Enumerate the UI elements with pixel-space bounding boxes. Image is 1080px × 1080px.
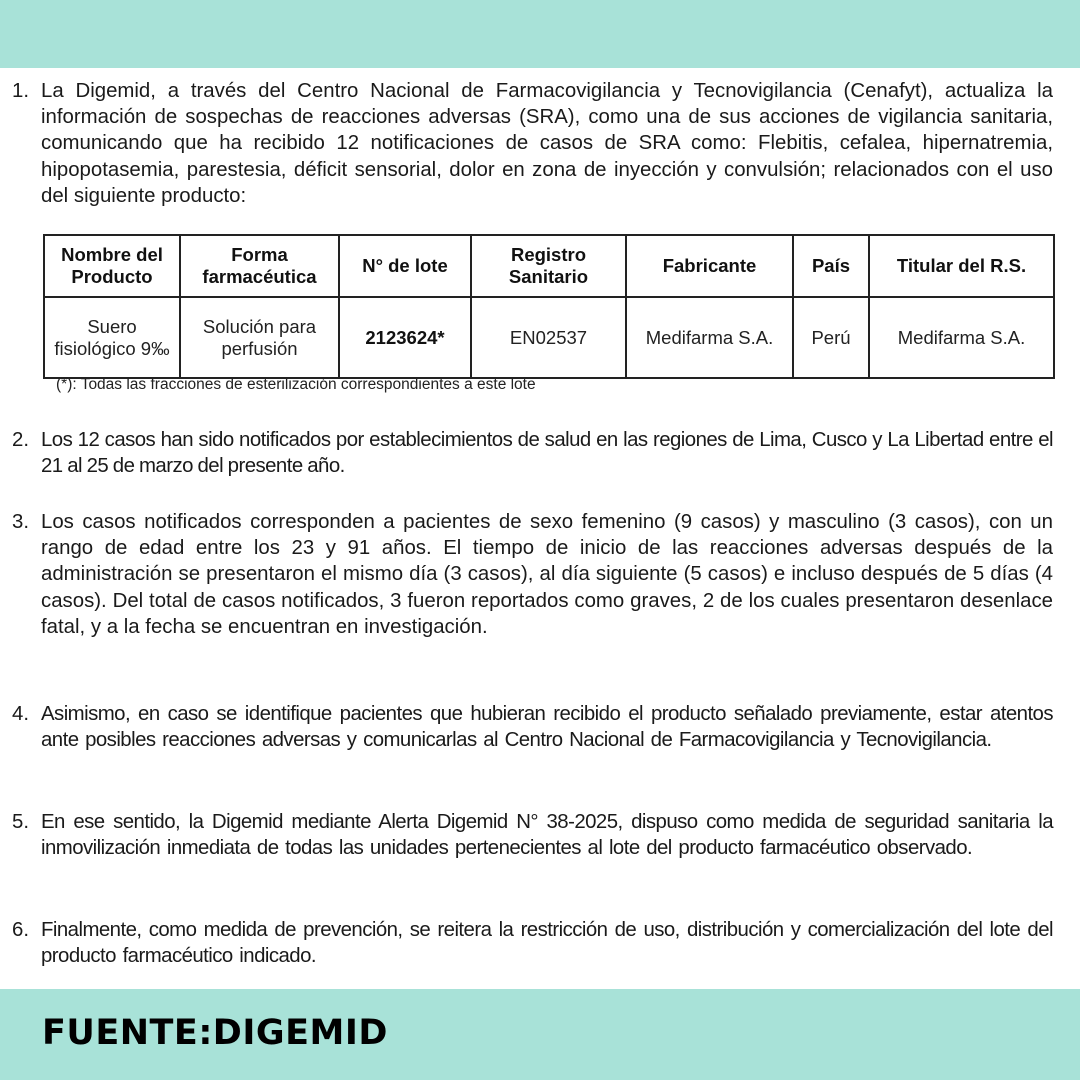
cell-lote: 2123624* xyxy=(339,297,471,378)
item-number: 1. xyxy=(12,80,30,102)
item-text: Los 12 casos han sido notificados por establecimientos de salud en las regiones de Lima, Cusco y La Libertad entre el 21 al 25 de marzo del presente año. xyxy=(41,429,1053,478)
item-number: 4. xyxy=(12,703,30,725)
table-row xyxy=(44,297,1054,378)
cell-registro: EN02537 xyxy=(471,297,626,378)
table-footnote: (*): Todas las fracciones de esterilización correspondientes a este lote xyxy=(56,376,536,393)
item-number: 5. xyxy=(12,811,30,833)
cell-pais: Perú xyxy=(793,297,869,378)
product-table-container xyxy=(43,234,1053,379)
item-text: Los casos notificados corresponden a pacientes de sexo femenino (9 casos) y masculino (3 casos), con un rango de edad entre los 23 y 91 años. El tiempo de inicio de las reacciones adversas después de la administración se presentaron el mismo día (3 casos), al día siguiente (5 casos) e incluso después de 5 días (4 casos). Del total de casos notificados, 3 fueron reportados como graves, 2 de los cuales presentaron desenlace fatal, y a la fecha se encuentran en investigación. xyxy=(41,511,1053,638)
header-nombre: Nombre del Producto xyxy=(44,235,180,297)
cell-fabricante: Medifarma S.A. xyxy=(626,297,793,378)
header-pais: País xyxy=(793,235,869,297)
table-header-row xyxy=(44,235,1054,297)
header-titular: Titular del R.S. xyxy=(869,235,1054,297)
item-number: 6. xyxy=(12,919,30,941)
header-lote: N° de lote xyxy=(339,235,471,297)
top-banner xyxy=(0,0,1080,68)
item-number: 3. xyxy=(12,511,30,533)
cell-titular: Medifarma S.A. xyxy=(869,297,1054,378)
item-text: En ese sentido, la Digemid mediante Alerta Digemid N° 38-2025, dispuso como medida de seguridad sanitaria la inmovilización inmediata de todas las unidades pertenecientes al lote del producto farmacéutico observado. xyxy=(41,811,1053,860)
cell-nombre: Suero fisiológico 9‰ xyxy=(44,297,180,378)
item-text: Finalmente, como medida de prevención, se reitera la restricción de uso, distribución y comercialización del lote del producto farmacéutico indicado. xyxy=(41,919,1053,968)
header-registro: Registro Sanitario xyxy=(471,235,626,297)
cell-forma: Solución para perfusión xyxy=(180,297,339,378)
header-fabricante: Fabricante xyxy=(626,235,793,297)
item-number: 2. xyxy=(12,429,30,451)
source-label: FUENTE:DIGEMID xyxy=(42,1013,388,1053)
product-table xyxy=(43,234,1055,379)
item-text: La Digemid, a través del Centro Nacional de Farmacovigilancia y Tecnovigilancia (Cenafyt), actualiza la información de sospechas de reacciones adversas (SRA), como una de sus acciones de vigilancia sanitaria, comunicando que ha recibido 12 notificaciones de casos de SRA como: Flebitis, cefalea, hipernatremia, hipopotasemia, parestesia, déficit sensorial, dolor en zona de inyección y convulsión; relacionados con el uso del siguiente producto: xyxy=(41,80,1053,207)
item-text: Asimismo, en caso se identifique pacientes que hubieran recibido el producto señalado previamente, estar atentos ante posibles reacciones adversas y comunicarlas al Centro Nacional de Farmacovigilancia y Tecnovigilancia. xyxy=(41,703,1053,752)
header-forma: Forma farmacéutica xyxy=(180,235,339,297)
